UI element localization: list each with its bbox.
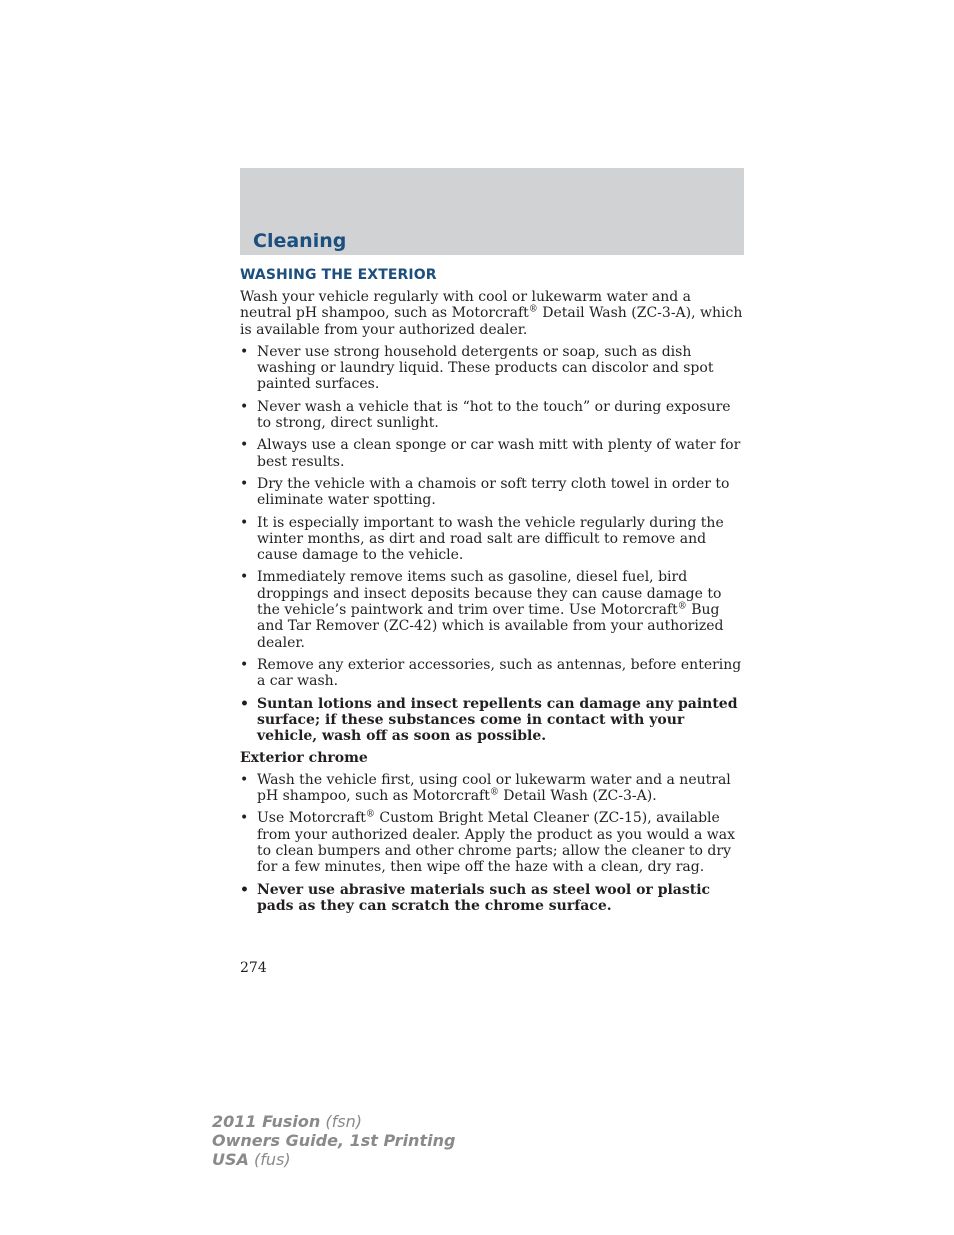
washing-tips-list: [240, 344, 744, 745]
list-item: • Never use strong household detergents or soap, such as dish washing or laundry liquid. These products can discolor and spot painted surfaces.: [240, 343, 714, 393]
footer-line-region: USA (fus): [212, 1150, 291, 1169]
list-item: • Never wash a vehicle that is “hot to the touch” or during exposure to strong, direct sunlight.: [240, 398, 731, 432]
chapter-title: Cleaning: [253, 230, 347, 252]
list-item: • Dry the vehicle with a chamois or soft terry cloth towel in order to eliminate water spotting.: [240, 475, 730, 509]
bullet-icon: •: [240, 881, 249, 898]
bullet-icon: •: [240, 695, 249, 712]
list-item: • It is especially important to wash the vehicle regularly during the winter months, as dirt and road salt are difficult to remove and cause damage to the vehicle.: [240, 514, 724, 564]
bullet-icon: •: [240, 343, 249, 360]
bullet-icon: •: [240, 475, 249, 492]
warning-list-item: • Suntan lotions and insect repellents can damage any painted surface; if these substances come in contact with your vehicle, wash off as soon as possible.: [240, 695, 738, 745]
bullet-icon: •: [240, 771, 249, 788]
list-item: • Remove any exterior accessories, such as antennas, before entering a car wash.: [240, 656, 742, 690]
document-footer: [212, 1112, 455, 1169]
chapter-header-band: [240, 168, 744, 255]
bullet-icon: •: [240, 656, 249, 673]
page-number: 274: [240, 960, 267, 976]
list-item: • Wash the vehicle first, using cool or lukewarm water and a neutral pH shampoo, such as Motorcraft® Detail Wash (ZC-3-A).: [240, 771, 731, 805]
bullet-icon: •: [240, 398, 249, 415]
intro-paragraph: Wash your vehicle regularly with cool or lukewarm water and a neutral pH shampoo, such as Motorcraft® Detail Wash (ZC-3-A), which is available from your authorized dealer.: [240, 289, 743, 338]
list-item: • Use Motorcraft® Custom Bright Metal Cleaner (ZC-15), available from your authorized dealer. Apply the product as you would a wax to clean bumpers and other chrome parts; allow the cleaner to dry for a few minutes, then wipe off the haze with a clean, dry rag.: [240, 809, 735, 876]
footer-line-model: 2011 Fusion (fsn): [212, 1112, 362, 1131]
page-content: [240, 267, 744, 920]
chrome-tips-list: [240, 772, 744, 914]
footer-line-guide: Owners Guide, 1st Printing: [212, 1131, 456, 1150]
bullet-icon: •: [240, 569, 249, 586]
bullet-icon: •: [240, 810, 249, 827]
bullet-icon: •: [240, 514, 249, 531]
subsection-heading: Exterior chrome: [240, 750, 368, 767]
bullet-icon: •: [240, 437, 249, 454]
section-heading: WASHING THE EXTERIOR: [240, 267, 437, 283]
warning-list-item: • Never use abrasive materials such as steel wool or plastic pads as they can scratch the chrome surface.: [240, 881, 711, 914]
list-item: • Immediately remove items such as gasoline, diesel fuel, bird droppings and insect deposits because they can cause damage to the vehicle’s paintwork and trim over time. Use Motorcraft® Bug and Tar Remover (ZC-42) which is available from your authorized dealer.: [240, 569, 724, 651]
list-item: • Always use a clean sponge or car wash mitt with plenty of water for best results.: [240, 437, 741, 470]
